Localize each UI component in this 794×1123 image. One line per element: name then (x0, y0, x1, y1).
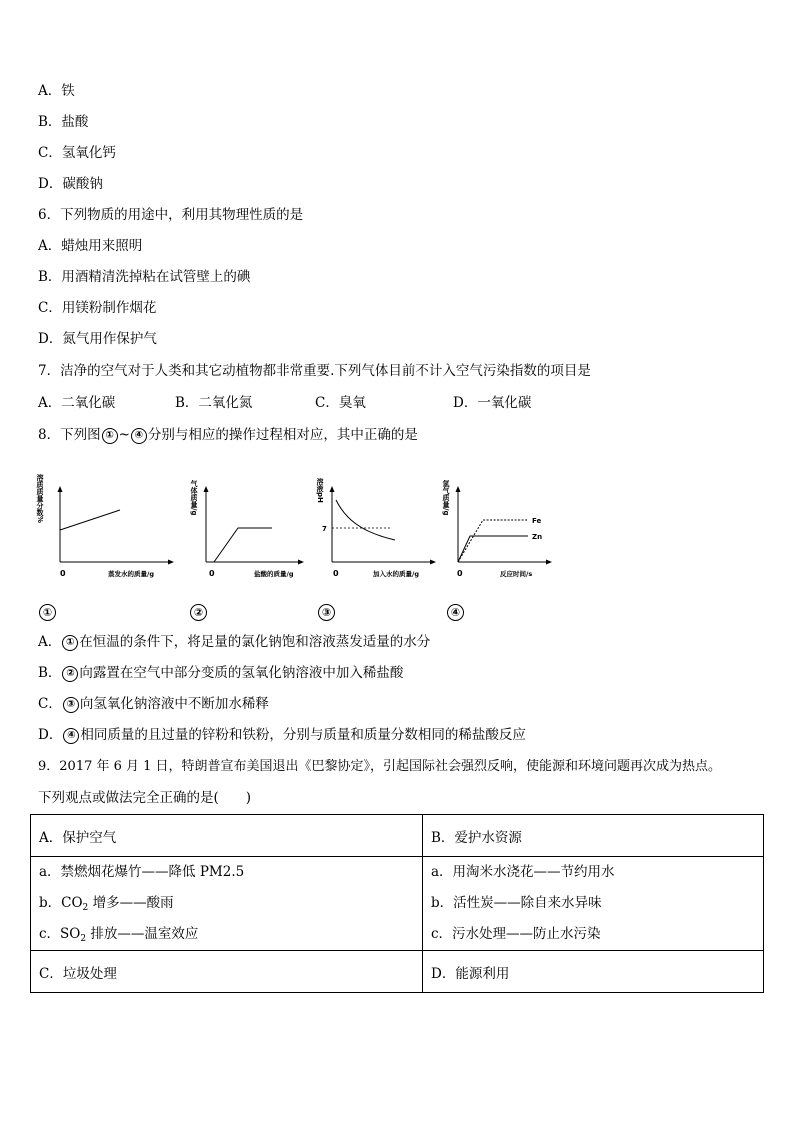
q5-option-b: B．盐酸 (38, 114, 89, 130)
graph-1-x-arrow (168, 560, 174, 565)
q9-stem-line2: 下列观点或做法完全正确的是( ) (38, 790, 252, 806)
circled-one: ① (102, 428, 118, 444)
q6-option-c: C．用镁粉制作烟花 (38, 300, 157, 316)
graph-4-x-arrow (546, 560, 552, 565)
q6-option-b: B．用酒精清洗掉粘在试管壁上的碘 (38, 269, 251, 285)
q8-option-a (38, 633, 430, 651)
graph-2 (190, 479, 305, 578)
graph-4-zn-line (458, 536, 528, 562)
graph-2-ylabel: 气体质量/g (190, 480, 198, 516)
q6-stem: 6．下列物质的用途中，利用其物理性质的是 (38, 207, 304, 223)
q6-option-a: A．蜡烛用来照明 (38, 238, 143, 254)
graph-4-zn-label: Zn (532, 533, 543, 541)
graph-1-ylabel: 溶质质量分数% (36, 474, 44, 524)
option-text: 相同质量的且过量的锌粉和铁粉，分别与质量和质量分数相同的稀盐酸反应 (80, 727, 526, 743)
q8-stem-pre: 8．下列图 (38, 427, 101, 443)
graph-1 (36, 473, 174, 578)
q9-options-table (30, 814, 764, 993)
text-pre: c．SO (39, 926, 81, 942)
q7-option-b: B．二氧化氮 (175, 395, 253, 411)
option-prefix: B． (38, 665, 62, 681)
graph-4-ylabel: 氢气质量/g (442, 480, 450, 516)
graph-2-x-arrow (298, 560, 304, 565)
graph-label-2 (189, 602, 208, 621)
q6-option-d: D．氮气用作保护气 (38, 331, 157, 347)
cell-a-item-2 (39, 888, 414, 919)
q5-option-d: D．碳酸钠 (38, 176, 103, 192)
cell-c-head: C．垃圾处理 (31, 951, 423, 993)
graph-label-3 (317, 602, 336, 621)
graph-4-fe-line (458, 520, 528, 562)
cell-b-body (423, 857, 764, 951)
graph-2-y-arrow (204, 486, 209, 492)
graph-1-xlabel: 蒸发水的质量/g (108, 570, 155, 578)
cell-b-item-1: a．用淘米水浇花——节约用水 (431, 864, 615, 880)
graph-2-xlabel: 盐酸的质量/g (254, 570, 294, 578)
text-post: 排放——温室效应 (86, 926, 199, 942)
graph-4-origin: 0 (457, 569, 463, 578)
graph-3-ylabel: 溶液pH (316, 478, 324, 503)
graph-1-origin: 0 (60, 569, 66, 578)
graph-label-1 (38, 602, 57, 621)
graph-1-y-arrow (58, 486, 63, 492)
circled-four: ④ (447, 604, 464, 621)
q8-stem-tilde: ~ (118, 427, 130, 443)
q7-option-c: C．臭氧 (315, 395, 366, 411)
cell-a-body (31, 857, 423, 951)
graph-3-curve (336, 500, 395, 540)
subscript: 2 (82, 903, 89, 913)
cell-b-item-2: b．活性炭——除自来水异味 (431, 895, 602, 911)
cell-a-head: A．保护空气 (31, 815, 423, 857)
q8-stem-post: 分别与相应的操作过程相对应，其中正确的是 (147, 427, 418, 443)
circled-one: ① (62, 635, 78, 651)
graph-3-x-arrow (430, 560, 436, 565)
circled-four: ④ (63, 728, 79, 744)
circled-four: ④ (131, 428, 147, 444)
q7-option-a: A．二氧化碳 (38, 395, 116, 411)
q8-graphs (0, 460, 794, 590)
graph-3-y-arrow (330, 486, 335, 492)
circled-three: ③ (63, 697, 79, 713)
q8-option-c (38, 695, 269, 713)
cell-b-head: B．爱护水资源 (423, 815, 764, 857)
q8-option-b (38, 664, 403, 682)
graph-3-xlabel: 加入水的质量/g (373, 570, 420, 578)
q8-option-d (38, 726, 526, 744)
graph-3 (316, 477, 436, 578)
q7-stem: 7．洁净的空气对于人类和其它动植物都非常重要.下列气体目前不计入空气污染指数的项目是 (38, 363, 591, 379)
text-pre: b．CO (39, 895, 83, 911)
q7-option-d: D．一氧化碳 (453, 395, 532, 411)
option-text: 向露置在空气中部分变质的氢氧化钠溶液中加入稀盐酸 (79, 665, 404, 681)
cell-b-item-3: c．污水处理——防止水污染 (431, 926, 601, 942)
q8-stem (38, 426, 418, 444)
graph-4-y-arrow (456, 486, 461, 492)
graph-2-line (214, 528, 272, 562)
circled-two: ② (62, 666, 78, 682)
graph-1-line (60, 510, 120, 530)
graph-4-fe-label: Fe (532, 517, 542, 525)
cell-a-item-3 (39, 919, 414, 950)
circled-one: ① (39, 604, 56, 621)
q5-option-c: C．氢氧化钙 (38, 145, 116, 161)
circled-three: ③ (318, 604, 335, 621)
graph-2-origin: 0 (209, 569, 215, 578)
option-prefix: C． (38, 696, 62, 712)
cell-d-head: D．能源利用 (423, 951, 764, 993)
subscript: 2 (80, 934, 87, 944)
q5-option-a: A．铁 (38, 83, 75, 99)
graph-3-ref-label: 7 (322, 525, 327, 533)
q9-stem-line1: 9．2017 年 6 月 1 日，特朗普宣布美国退出《巴黎协定》，引起国际社会强烈反响，使能源和环境问题再次成为热点。 (38, 759, 722, 774)
option-text: 向氢氧化钠溶液中不断加水稀释 (79, 696, 269, 712)
cell-a-item-1: a．禁燃烟花爆竹——降低 PM2.5 (39, 864, 245, 880)
text-post: 增多——酸雨 (88, 895, 174, 911)
option-prefix: D． (38, 727, 63, 743)
option-prefix: A． (38, 634, 62, 650)
circled-two: ② (190, 604, 207, 621)
graph-label-4 (446, 602, 465, 621)
graph-3-origin: 0 (333, 569, 339, 578)
option-text: 在恒温的条件下，将足量的氯化钠饱和溶液蒸发适量的水分 (79, 634, 431, 650)
graph-4-xlabel: 反应时间/s (500, 570, 533, 578)
graph-4 (442, 479, 553, 578)
